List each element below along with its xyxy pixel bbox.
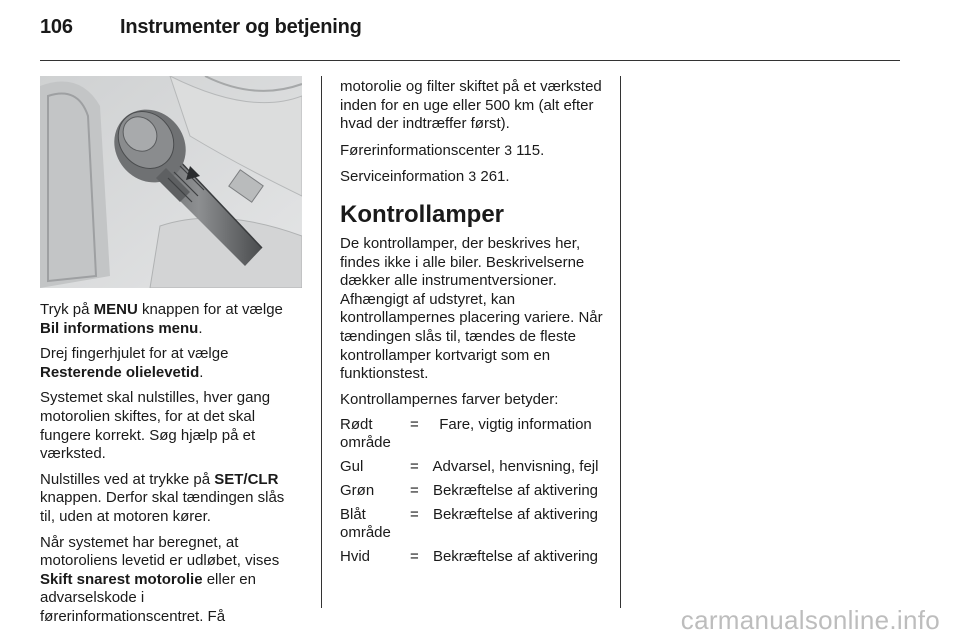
color-meaning: Bekræftelse af aktivering (432, 548, 599, 566)
table-row (340, 548, 605, 572)
colors-intro: Kontrollampernes farver betyder: (340, 390, 559, 408)
watermark: carmanualsonline.info (680, 605, 940, 635)
color-meaning: Bekræftelse af aktivering (432, 506, 599, 524)
oil-life-label: Resterende olielevetid (40, 363, 200, 381)
table-row (340, 482, 605, 506)
color-name: Rødt område (340, 416, 391, 452)
reference-driver-info: Førerinformationscenter 3 115. (340, 141, 545, 159)
menu-key-label: MENU (93, 301, 138, 318)
reference-service-info: Serviceinformation 3 261. (340, 168, 510, 186)
middle-column (340, 78, 605, 572)
table-row (340, 458, 605, 482)
stalk-illustration (40, 76, 302, 288)
color-name: Grøn (340, 482, 375, 500)
equals-sign: = (410, 482, 419, 500)
left-column (40, 301, 302, 634)
equals-sign: = (410, 416, 419, 434)
page-number: 106 (40, 16, 73, 38)
change-oil-label: Skift snarest motorolie (40, 570, 203, 588)
table-row (340, 506, 605, 548)
section-heading: Kontrollamper (340, 200, 505, 228)
set-clr-label: SET/CLR (214, 470, 279, 488)
color-meaning: Advarsel, henvisning, fejl (432, 458, 599, 476)
header-rule (40, 60, 900, 61)
menu-item-label: Bil informations menu (40, 319, 199, 337)
reset-info: Systemet skal nulstilles, hver gang motorolien skiftes, for at det skal fungere korrekt. Søg hjælp på et værksted. (40, 389, 271, 463)
color-name: Gul (340, 458, 364, 476)
equals-sign: = (410, 458, 419, 476)
oil-change-message: Når systemet har beregnet, at motoroliens levetid er udløbet, vises Skift snarest motorolie eller en advarselskode i førerinformationscentret. Få (40, 533, 280, 625)
equals-sign: = (410, 506, 419, 524)
color-meaning: Bekræftelse af aktivering (432, 482, 599, 500)
oil-change-continued: motorolie og filter skiftet på et værksted inden for en uge eller 500 km (alt efter hvad der indtræffer først). (340, 78, 602, 133)
color-meaning: Fare, vigtig information (439, 416, 592, 434)
instruction-thumbwheel: Drej fingerhjulet for at vælge Resterende olielevetid. (40, 345, 229, 381)
table-row (340, 416, 605, 458)
color-name: Blåt område (340, 506, 391, 542)
reset-instruction: Nulstilles ved at trykke på SET/CLR knappen. Derfor skal tændingen slås til, uden at motoren kører. (40, 470, 285, 525)
page-reference-icon: 3 (504, 141, 513, 158)
column-divider-2 (620, 76, 621, 608)
equals-sign: = (410, 548, 419, 566)
instruction-menu: Tryk på MENU knappen for at vælge Bil informations menu. (40, 301, 283, 337)
page-reference-icon: 3 (468, 168, 477, 185)
color-name: Hvid (340, 548, 371, 566)
color-meaning-table (340, 416, 605, 572)
column-divider-1 (321, 76, 322, 608)
section-intro: De kontrollamper, der beskrives her, findes ikke i alle biler. Beskrivelserne dækker alle instrumentversioner. Afhængigt af udstyret, kan kontrollampernes placering variere. Når tændingen slås til, tændes de fleste kontrollamper kortvarigt som en funktionstest. (340, 234, 603, 383)
page-title: Instrumenter og betjening (120, 16, 362, 38)
